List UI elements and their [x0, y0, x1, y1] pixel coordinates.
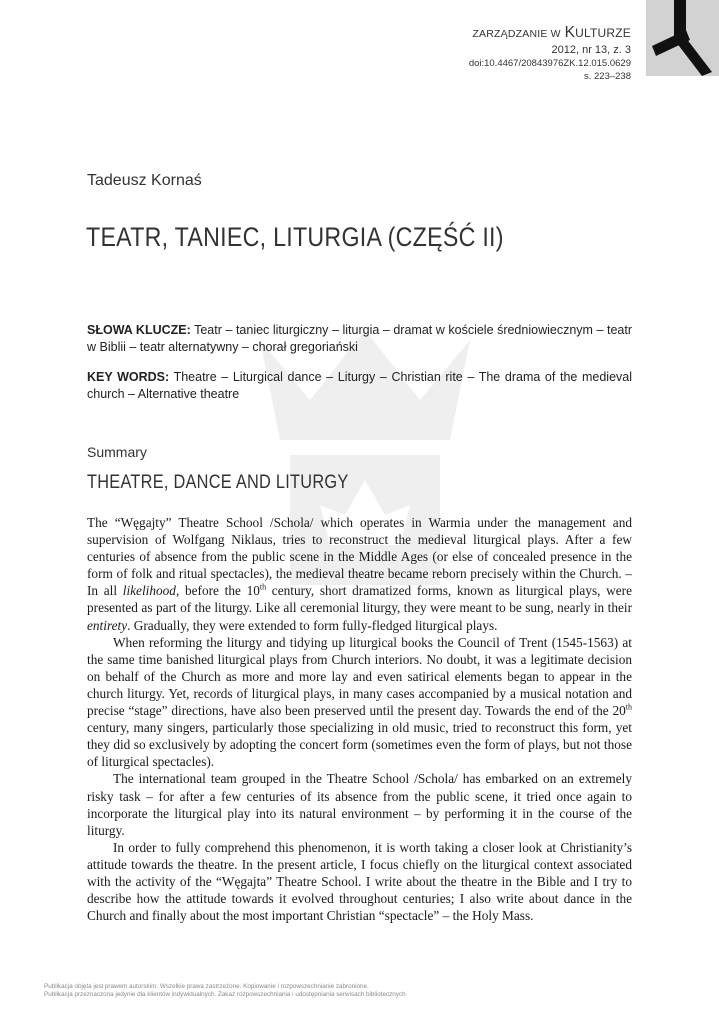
keywords-polish-label: SŁOWA KLUCZE:: [87, 323, 191, 337]
body-paragraph-4: In order to fully comprehend this phenomenon, it is worth taking a closer look at Christianity’s attitude towards the theatre. In the present article, I focus chiefly on the liturgical context associated with the activity of the “Węgajta” Theatre School. I write about the theatre in the Bible and I try to describe how the attitude towards it evolved throughout centuries; I also write about dance in the Church and finally about the most important Christian “spectacle” – the Holy Mass.: [87, 839, 632, 924]
article-title: TEATR, TANIEC, LITURGIA (CZĘŚĆ II): [86, 222, 504, 252]
summary-body: [87, 514, 632, 924]
body-text-italic: entirety: [87, 617, 128, 633]
journal-name-rest: ULTURZE: [575, 26, 631, 40]
author-name: Tadeusz Kornaś: [87, 172, 202, 189]
body-paragraph-2: [87, 634, 632, 771]
summary-label: Summary: [87, 444, 147, 460]
body-paragraph-1: [87, 514, 632, 634]
copyright-footer: [44, 983, 406, 998]
footer-line-1: Publikacja objęta jest prawem autorskim. Wszelkie prawa zastrzeżone. Kopiowanie i rozpowszechnianie zabronione.: [44, 983, 369, 990]
summary-title: THEATRE, DANCE AND LITURGY: [87, 472, 349, 493]
body-text: When reforming the liturgy and tidying up liturgical books the Council of Trent (1545-1563) at the same time banished liturgical plays from Church interiors. No doubt, it was a legitimate decision on behalf of the Church as more and more lay and even satirical elements began to appear in the church liturgy. Yet, records of liturgical plays, in many cases accompanied by a musical notation and precise “stage” directions, have also been preserved until the present day. Towards the end of the 20: [87, 634, 632, 719]
journal-header: [469, 24, 631, 82]
body-text: century, many singers, particularly those specializing in old music, tried to reconstruct this form, yet they did so exclusively by adopting the concert form (sometimes even the form of plays, but not those of liturgical spectacles).: [87, 720, 632, 770]
keywords-polish-text: Teatr – taniec liturgiczny – liturgia – dramat w kościele średniowiecznym – teatr w Biblii – teatr alternatywny – chorał gregoriański: [87, 323, 633, 354]
body-text: . Gradually, they were extended to form fully-fledged liturgical plays.: [127, 617, 498, 633]
journal-issue: 2012, nr 13, z. 3: [551, 44, 631, 56]
superscript: th: [625, 702, 632, 712]
footer-line-2: Publikacja przeznaczona jedynie dla klientów indywidualnych. Zakaz rozpowszechniania i udostępniania serwisach bibliotecznych: [44, 990, 406, 998]
body-text: century, short dramatized forms, known as liturgical plays, were presented as part of the liturgy. Like all ceremonial liturgy, they were meant to be sung, nearly in their: [87, 583, 632, 616]
keywords-polish: [87, 322, 632, 356]
body-text-italic: likelihood: [122, 583, 176, 599]
journal-pages: s. 223–238: [583, 71, 631, 82]
journal-name-cap: K: [564, 24, 576, 41]
corner-graphic-icon: [646, 0, 719, 76]
corner-decoration: [646, 0, 719, 76]
body-text: The “Węgajty” Theatre School /Schola/ which operates in Warmia under the management and supervision of Wolfgang Niklaus, tries to reconstruct the medieval liturgical plays. After a few centuries of absence from the public scene in the Middle Ages (or else of concealed presence in the form of folk and ritual spectacles), the medieval theatre became reborn precisely within the Church. – In all: [87, 515, 632, 599]
superscript: th: [259, 582, 267, 592]
journal-doi: doi:10.4467/20843976ZK.12.015.0629: [468, 58, 631, 69]
journal-name-prefix: ZARZĄDZANIE W: [472, 28, 561, 40]
body-text: , before the 10: [175, 583, 260, 599]
journal-name: [469, 24, 631, 42]
body-paragraph-3: The international team grouped in the Theatre School /Schola/ has embarked on an extremely risky task – for after a few centuries of its absence from the public scene, it tried once again to incorporate the liturgical play into its natural environment – by performing it in the course of the liturgy.: [87, 771, 632, 838]
keywords-english: [87, 369, 632, 403]
keywords-english-label: KEY WORDS:: [87, 370, 170, 384]
keywords-english-text: Theatre – Liturgical dance – Liturgy – Christian rite – The drama of the medieval church – Alternative theatre: [87, 370, 632, 401]
